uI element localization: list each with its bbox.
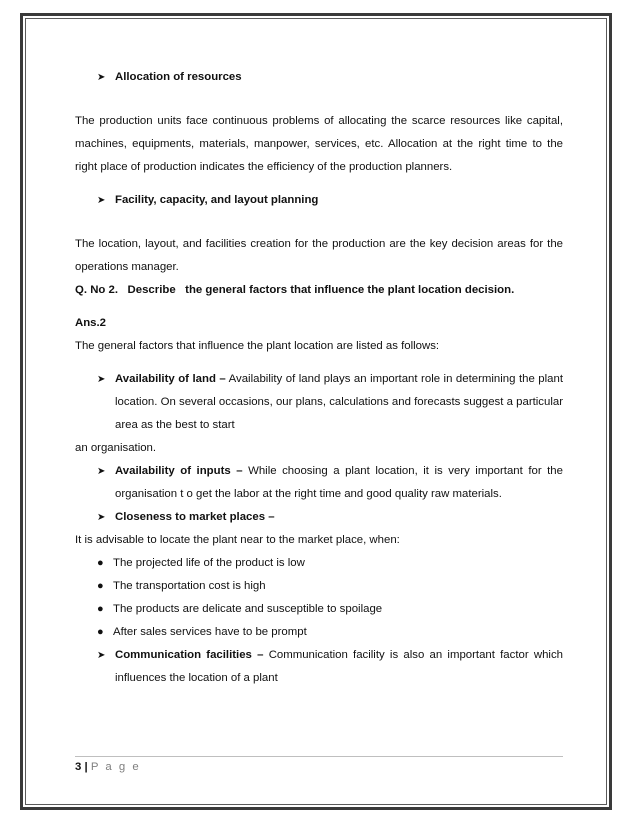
arrow-bullet-icon: ➤ (97, 512, 106, 523)
list-item: ● After sales services have to be prompt (75, 621, 563, 644)
page-content (75, 66, 563, 690)
answer-intro: The general factors that influence the plant location are listed as follows: (75, 340, 440, 352)
market-intro: It is advisable to locate the plant near to the market place, when: (75, 534, 400, 546)
arrow-bullet-icon: ➤ (97, 374, 106, 385)
list-item: ● The projected life of the product is low (75, 552, 563, 575)
factor-communication-text: Communication facility is also an important factor which influences the location of a plant (115, 649, 563, 684)
heading-allocation: ➤ Allocation of resources (75, 66, 563, 89)
paragraph-allocation: The production units face continuous problems of allocating the scarce resources like capital, machines, equipments, materials, manpower, services, etc. Allocation at the right time to the right place of production indicates the efficiency of the production planners. (75, 115, 563, 173)
factor-land (75, 368, 563, 437)
factor-land-label: Availability of land – (115, 373, 226, 385)
bullet-dot-icon: ● (97, 580, 104, 592)
factor-land-continuation: an organisation. (75, 442, 157, 454)
factor-inputs-label: Availability of inputs – (115, 465, 243, 477)
factor-communication-label: Communication facilities – (115, 649, 264, 661)
list-item: ● The products are delicate and susceptible to spoilage (75, 598, 563, 621)
bullet-dot-icon: ● (97, 603, 104, 615)
factor-inputs (75, 460, 563, 506)
bullet-dot-icon: ● (97, 557, 104, 569)
arrow-bullet-icon: ➤ (97, 650, 106, 661)
list-item: ● The transportation cost is high (75, 575, 563, 598)
page-number: 3 (75, 761, 82, 773)
heading-facility: ➤ Facility, capacity, and layout planning (75, 189, 563, 212)
factor-land-text: Availability of land plays an important role in determining the plant location. On several occasions, our plans, calculations and forecasts suggest a particular area as the best to start (115, 373, 563, 431)
factor-market: ➤ Closeness to market places – (75, 506, 563, 529)
arrow-bullet-icon: ➤ (97, 466, 106, 477)
factor-communication (75, 644, 563, 690)
bullet-dot-icon: ● (97, 626, 104, 638)
arrow-bullet-icon: ➤ (97, 195, 106, 206)
page-footer (75, 756, 563, 773)
answer-label: Ans.2 (75, 317, 107, 329)
arrow-bullet-icon: ➤ (97, 72, 106, 83)
question-2: Q. No 2. Describe the general factors that influence the plant location decision. (75, 284, 515, 296)
page-word: P a g e (90, 761, 141, 773)
factor-inputs-text: While choosing a plant location, it is very important for the organisation t o get the labor at the right time and good quality raw materials. (115, 465, 563, 500)
paragraph-facility: The location, layout, and facilities creation for the production are the key decision areas for the operations manager. (75, 238, 563, 273)
footer-separator: | (84, 761, 88, 773)
